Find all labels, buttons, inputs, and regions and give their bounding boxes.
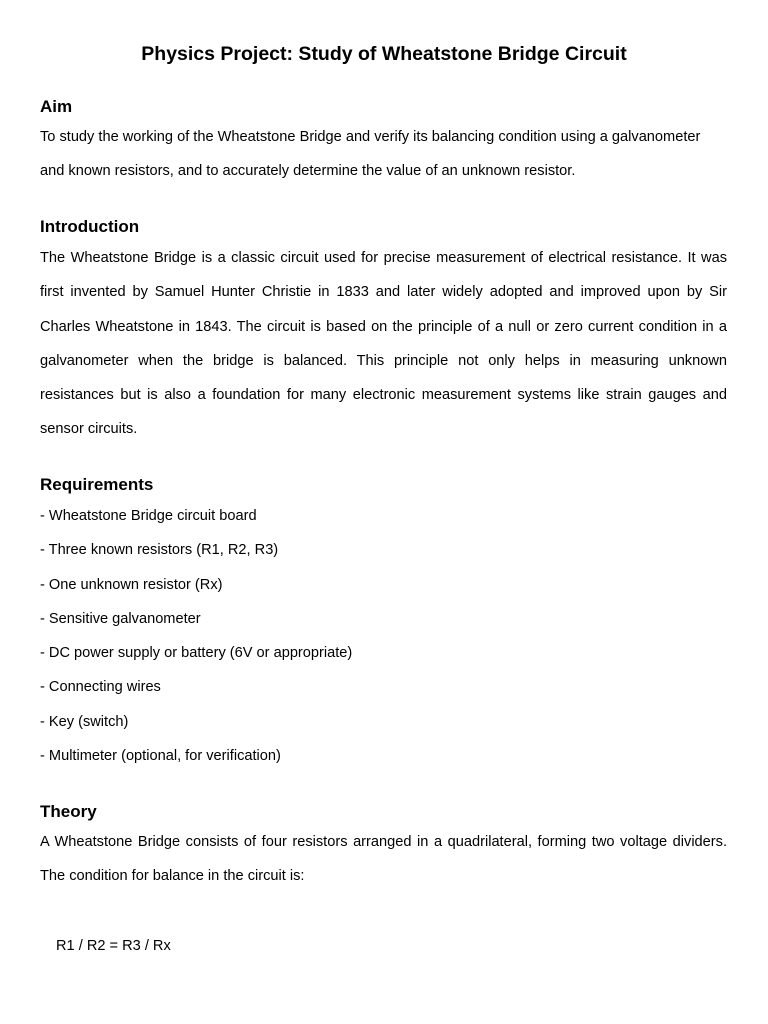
aim-paragraph: To study the working of the Wheatstone Bridge and verify its balancing condition using a galvanometer and known resistors, and to accurately determine the value of an unknown resistor. [40, 129, 701, 180]
list-item: - Multimeter (optional, for verification) [40, 748, 281, 765]
list-item: - Wheatstone Bridge circuit board [40, 508, 257, 524]
list-item: - Connecting wires [40, 679, 161, 696]
requirements-heading: Requirements [40, 475, 154, 494]
theory-paragraph: A Wheatstone Bridge consists of four resistors arranged in a quadrilateral, forming two voltage dividers. The condition for balance in the circuit is: [40, 834, 727, 885]
list-item: - Key (switch) [40, 713, 129, 730]
list-item: - DC power supply or battery (6V or appropriate) [40, 645, 353, 662]
page-title: Physics Project: Study of Wheatstone Bridge Circuit [141, 43, 627, 65]
theory-heading: Theory [40, 802, 97, 821]
introduction-heading: Introduction [40, 217, 140, 236]
list-item: - Sensitive galvanometer [40, 610, 201, 627]
requirements-list [40, 499, 352, 773]
list-item: - One unknown resistor (Rx) [40, 576, 223, 593]
introduction-paragraph: The Wheatstone Bridge is a classic circuit used for precise measurement of electrical resistance. It was first invented by Samuel Hunter Christie in 1833 and later widely adopted and improved upon by Sir Charles Wheatstone in 1843. The circuit is based on the principle of a null or zero current condition in a galvanometer when the bridge is balanced. This principle not only helps in measuring unknown resistances but is also a foundation for many electronic measurement systems like strain gauges and sensor circuits. [40, 250, 727, 438]
list-item: - Three known resistors (R1, R2, R3) [40, 542, 279, 559]
aim-heading: Aim [40, 97, 73, 116]
balance-formula: R1 / R2 = R3 / Rx [56, 938, 171, 954]
